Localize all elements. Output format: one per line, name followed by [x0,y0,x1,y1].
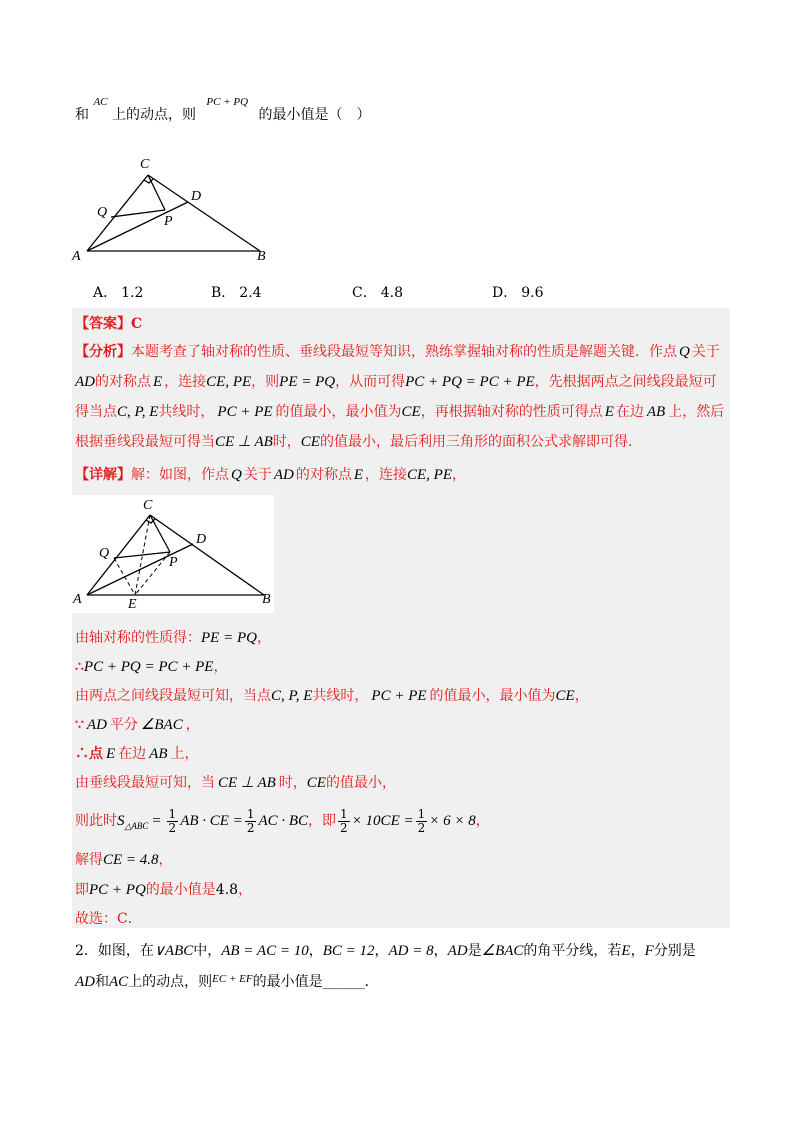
label-b: B [262,592,271,607]
option-value: 1.2 [121,285,144,301]
q2-text: ． [364,974,379,990]
option-value: 9.6 [521,285,544,301]
detail-step-3 [75,686,589,706]
label-q: Q [99,546,110,561]
q2-text: ， [308,943,323,959]
detail-text: ， [452,467,467,483]
q2-text: 和 [95,974,109,990]
option-letter: A． [93,285,118,301]
math-subscript: △ABC [124,820,149,831]
label-e: E [128,597,137,612]
math: C, P, E [117,404,159,420]
because-symbol: ∵ [75,717,84,733]
math: AD [273,467,294,483]
math: AD [447,943,468,959]
detail-text: 在边 [118,746,147,762]
math: PE = PQ [279,374,336,390]
math: AC · BC [258,813,309,829]
math: PC + PQ [89,882,146,898]
fraction-num: 1 [168,806,177,821]
q2-line-2 [75,972,379,993]
q2-text: 上的动点，则 [128,974,213,990]
math: E [106,746,116,762]
detail-text: 则此时 [75,813,117,829]
analysis-text: 得当点 [75,404,117,420]
math: F [644,943,654,959]
detail-text: ， [238,882,253,898]
analysis-line-1 [75,342,720,362]
option-letter: C． [352,285,377,301]
analysis-text: 上，然后 [668,404,725,420]
q1-intro-line [75,96,371,126]
fraction [338,808,350,835]
q1-intro-text: 的最小值是（ ） [258,107,371,123]
math-pc-pq: PC + PQ [206,96,249,108]
fraction-den: 2 [168,820,177,835]
label-p: P [164,214,173,229]
math: E [604,404,614,420]
option-value: 4.8 [380,285,403,301]
detail-text: ，连接 [365,467,408,483]
analysis-text: 关于 [691,344,720,360]
label-d: D [191,189,202,204]
label-p: P [169,555,178,570]
detail-step-2 [75,657,227,677]
option-letter: B． [211,285,236,301]
q1-intro-text: 上的动点，则 [111,107,196,123]
fraction-num: 1 [417,806,426,821]
math: CE ⊥ AB [218,775,276,791]
math: AD [75,974,95,990]
fraction [245,808,257,835]
label-b: B [257,249,266,264]
math: BC = 12 [322,943,375,959]
math: AB [149,746,168,762]
detail-step-5 [75,744,199,764]
detail-text: 上， [170,746,199,762]
detail-text: ， [256,630,271,646]
option-letter: D． [492,285,518,301]
detail-text: 共线时， [312,688,369,704]
label-d: D [196,532,207,547]
math: E [621,943,631,959]
label-c: C [140,157,150,172]
option-b[interactable] [211,283,262,303]
analysis-text: ，则 [251,374,280,390]
q2-text: 是 [467,943,482,959]
detail-text: ， [185,717,200,733]
math: = [151,813,162,829]
analysis-text: 的值最小，最小值为 [275,404,402,420]
math: AC [109,974,129,990]
label-q: Q [97,205,108,220]
math: AD [86,717,107,733]
math: ∠BAC [140,717,183,733]
math: ∨ABC [153,943,194,959]
math: CE, PE [206,374,252,390]
detail-text: ， [475,813,490,829]
detail-text: ∴点 [75,746,103,762]
detail-text: 的值最小，最小值为 [429,688,556,704]
math-q: Q [679,344,690,360]
fraction-den: 2 [340,820,348,835]
option-c[interactable] [352,283,403,303]
q2-text: 的角平分线，若 [523,943,622,959]
math: PE = PQ [201,630,257,646]
analysis-text: 的值最小，最后利用三角形的面积公式求解即可得． [319,434,642,450]
math: E [353,467,364,483]
triangle-figure-2 [72,495,274,613]
answer-value: C [131,316,143,332]
analysis-text: ，连接 [164,374,207,390]
analysis-text: ，从而可得 [335,374,406,390]
q1-intro-text: 和 [75,107,89,123]
analysis-text: 本题考查了轴对称的性质、垂线段最短等知识，熟练掌握轴对称的性质是解题关键．作点 [131,344,677,360]
math: CE ⊥ AB [215,434,273,450]
analysis-text: 时， [272,434,301,450]
therefore-symbol: ∴ [75,659,84,675]
detail-text: 的对称点 [295,467,352,483]
analysis-line-2 [75,372,717,392]
detail-text: 由轴对称的性质得： [75,630,201,646]
analysis-text: 的对称点 [95,374,151,390]
detail-step-8 [75,850,173,870]
detail-text: ， [158,852,173,868]
option-d[interactable] [492,283,544,303]
fraction-num: 1 [340,806,348,821]
math: AD [75,374,95,390]
answer-line [75,314,142,334]
detail-text: 平分 [109,717,138,733]
detail-text: 解得 [75,852,103,868]
math-value: 4.8 [215,882,239,898]
math: AB · CE = [180,813,243,829]
detail-step-1 [75,628,271,648]
analysis-text: 根据垂线段最短可得当 [75,434,215,450]
q2-text: ， [630,943,645,959]
math-area: S [117,813,125,829]
label-c: C [143,498,153,513]
detail-text: 即 [75,882,89,898]
math: CE [306,775,326,791]
q2-line-1 [75,941,696,961]
math: C, P, E [271,688,313,704]
option-a[interactable] [93,283,143,303]
math: CE = 4.8 [103,852,159,868]
math: PC + PQ = PC + PE [83,659,214,675]
detail-line-1 [75,465,466,485]
math: × 6 × 8 [429,813,476,829]
detail-step-6 [75,773,396,793]
math: AD = 8 [388,943,434,959]
math: Q [231,467,242,483]
detail-text: ， [213,659,228,675]
math: EC + EF [212,973,253,985]
triangle-figure-1 [60,150,290,270]
fraction-num: 1 [246,806,255,821]
math: AB = AC = 10 [221,943,309,959]
math: CE, PE [407,467,453,483]
detail-step-4 [75,715,200,735]
q2-text: ， [374,943,389,959]
analysis-tag: 【分析】 [75,344,131,360]
fraction-den: 2 [417,820,426,835]
analysis-text: 在边 [615,404,644,420]
math: CE [401,404,421,420]
detail-text: 时， [278,775,307,791]
detail-text: ， [574,688,589,704]
analysis-line-3 [75,402,724,422]
detail-step-9 [75,880,252,900]
math: PC + PQ = PC + PE [405,374,535,390]
q2-text: ， [433,943,448,959]
math: PC + PE [217,404,273,420]
fraction-den: 2 [246,820,255,835]
detail-text: 解：如图，作点 [131,467,229,483]
q2-text: 分别是 [653,943,696,959]
detail-step-7 [75,806,490,841]
analysis-line-4 [75,432,642,452]
label-a: A [72,249,81,264]
math: CE [555,688,575,704]
detail-text: 故选：C． [75,911,142,927]
detail-tag: 【详解】 [75,467,131,483]
detail-text: 的值最小， [325,775,396,791]
label-a: A [73,592,82,607]
math-ac: AC [93,96,108,108]
fraction [416,808,428,835]
math: AB [646,404,666,420]
answer-blank[interactable]: ______ [322,974,365,990]
detail-text: 由垂线段最短可知，当 [75,775,215,791]
answer-tag: 【答案】 [75,316,131,332]
math: E [153,374,163,390]
detail-text: 由两点之间线段最短可知，当点 [75,688,271,704]
math: × 10CE = [351,813,414,829]
detail-text: 关于 [243,467,272,483]
option-value: 2.4 [239,285,262,301]
math: PC + PE [371,688,427,704]
detail-text: ，即 [308,813,337,829]
q2-text: 的最小值是 [252,974,323,990]
math: ∠BAC [481,943,524,959]
detail-text: 的最小值是 [145,882,216,898]
analysis-text: ，再根据轴对称的性质可得点 [420,404,603,420]
fraction [167,808,179,835]
detail-step-10 [75,909,142,929]
analysis-text: ，先根据两点之间线段最短可 [534,374,717,390]
q2-text: 2．如图，在 [75,943,154,959]
q2-text: 中， [193,943,222,959]
analysis-text: 共线时， [158,404,215,420]
math: CE [300,434,320,450]
